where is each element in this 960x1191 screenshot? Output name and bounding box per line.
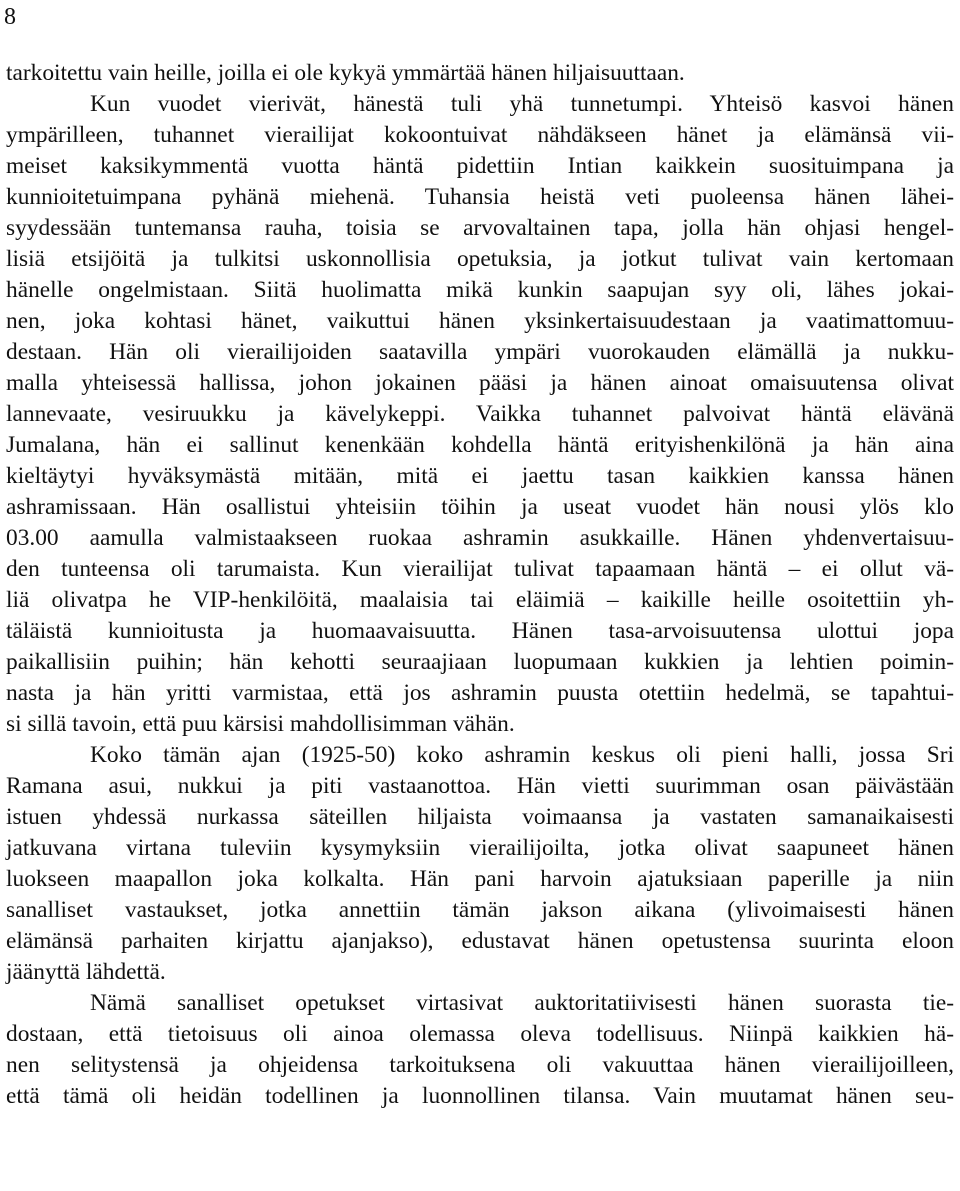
text-line: meiset kaksikymmentä vuotta häntä pidettiin Intian kaikkein suosituimpana ja xyxy=(6,153,954,179)
text-line: jäänyttä lähdettä. xyxy=(6,959,166,985)
text-line: nasta ja hän yritti varmistaa, että jos ashramin puusta otettiin hedelmä, se tapahtui- xyxy=(6,680,954,706)
text-line: Ramana asui, nukkui ja piti vastaanottoa. Hän vietti suurimman osan päivästään xyxy=(6,773,954,799)
text-line: Nämä sanalliset opetukset virtasivat auktoritatiivisesti hänen suorasta tie- xyxy=(90,990,954,1016)
text-line: den tunteensa oli tarumaista. Kun vierailijat tulivat tapaamaan häntä – ei ollut vä- xyxy=(6,556,954,582)
text-line: malla yhteisessä hallissa, johon jokainen pääsi ja hänen ainoat omaisuutensa olivat xyxy=(6,370,954,396)
page-number: 8 xyxy=(4,4,16,30)
text-line: liä olivatpa he VIP-henkilöitä, maalaisia tai eläimiä – kaikille heille osoitettiin yh- xyxy=(6,587,954,613)
text-line: kunnioitetuimpana pyhänä miehenä. Tuhansia heistä veti puoleensa hänen lähei- xyxy=(6,184,954,210)
text-line: nen, joka kohtasi hänet, vaikuttui hänen yksinkertaisuudestaan ja vaatimattomuu- xyxy=(6,308,954,334)
text-line: istuen yhdessä nurkassa säteillen hiljaista voimaansa ja vastaten samanaikaisesti xyxy=(6,804,954,830)
text-line: dostaan, että tietoisuus oli ainoa olemassa oleva todellisuus. Niinpä kaikkien hä- xyxy=(6,1021,954,1047)
text-line: hänelle ongelmistaan. Siitä huolimatta mikä kunkin saapujan syy oli, lähes jokai- xyxy=(6,277,954,303)
text-line: sanalliset vastaukset, jotka annettiin tämän jakson aikana (ylivoimaisesti hänen xyxy=(6,897,954,923)
text-line: destaan. Hän oli vierailijoiden saatavilla ympäri vuorokauden elämällä ja nukku- xyxy=(6,339,954,365)
text-line: Koko tämän ajan (1925-50) koko ashramin keskus oli pieni halli, jossa Sri xyxy=(90,742,954,768)
text-line: Jumalana, hän ei sallinut kenenkään kohdella häntä erityishenkilönä ja hän aina xyxy=(6,432,954,458)
text-line: syydessään tuntemansa rauha, toisia se arvovaltainen tapa, jolla hän ohjasi hengel- xyxy=(6,215,954,241)
text-line: että tämä oli heidän todellinen ja luonnollinen tilansa. Vain muutamat hänen seu- xyxy=(6,1083,954,1109)
text-line: lannevaate, vesiruukku ja kävelykeppi. Vaikka tuhannet palvoivat häntä elävänä xyxy=(6,401,954,427)
text-line: nen selitystensä ja ohjeidensa tarkoituksena oli vakuuttaa hänen vierailijoilleen, xyxy=(6,1052,954,1078)
text-line: täläistä kunnioitusta ja huomaavaisuutta. Hänen tasa-arvoisuutensa ulottui jopa xyxy=(6,618,954,644)
text-line: elämänsä parhaiten kirjattu ajanjakso), edustavat hänen opetustensa suurinta eloon xyxy=(6,928,954,954)
text-line: ympärilleen, tuhannet vierailijat kokoontuivat nähdäkseen hänet ja elämänsä vii- xyxy=(6,122,954,148)
text-line: ashramissaan. Hän osallistui yhteisiin töihin ja useat vuodet hän nousi ylös klo xyxy=(6,494,954,520)
text-line: jatkuvana virtana tuleviin kysymyksiin vierailijoilta, jotka olivat saapuneet hänen xyxy=(6,835,954,861)
text-line: tarkoitettu vain heille, joilla ei ole kykyä ymmärtää hänen hiljaisuuttaan. xyxy=(6,60,685,86)
text-line: kieltäytyi hyväksymästä mitään, mitä ei jaettu tasan kaikkien kanssa hänen xyxy=(6,463,954,489)
text-line: luokseen maapallon joka kolkalta. Hän pani harvoin ajatuksiaan paperille ja niin xyxy=(6,866,954,892)
text-line: paikallisiin puihin; hän kehotti seuraajiaan luopumaan kukkien ja lehtien poimin- xyxy=(6,649,954,675)
text-line: 03.00 aamulla valmistaakseen ruokaa ashramin asukkaille. Hänen yhdenvertaisuu- xyxy=(6,525,954,551)
text-line: lisiä etsijöitä ja tulkitsi uskonnollisia opetuksia, ja jotkut tulivat vain kertomaan xyxy=(6,246,954,272)
text-line: Kun vuodet vierivät, hänestä tuli yhä tunnetumpi. Yhteisö kasvoi hänen xyxy=(90,91,954,117)
text-line: si sillä tavoin, että puu kärsisi mahdollisimman vähän. xyxy=(6,711,515,737)
